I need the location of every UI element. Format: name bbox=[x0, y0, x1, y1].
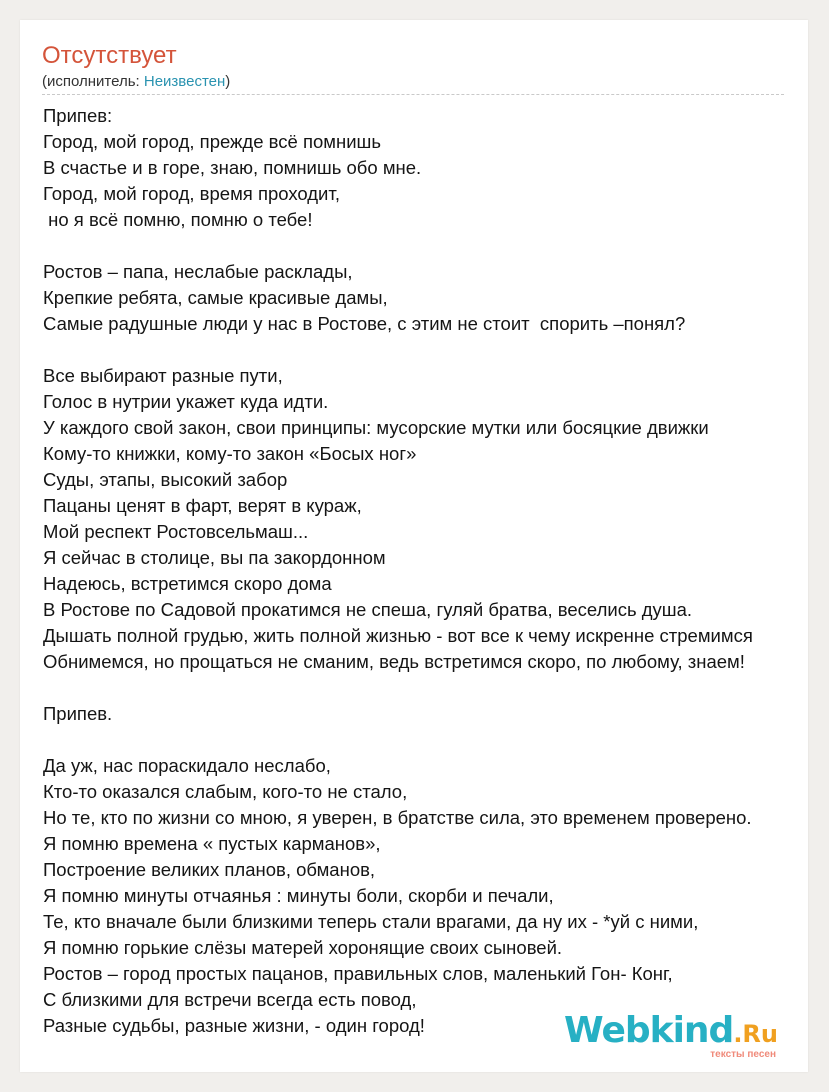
lyric-line: Самые радушные люди у нас в Ростове, с этим не стоит спорить –понял? bbox=[43, 313, 686, 334]
lyrics-text bbox=[43, 103, 808, 1039]
lyric-line bbox=[43, 727, 808, 753]
lyric-line bbox=[43, 675, 808, 701]
lyric-line: Надеюсь, встретимся скоро дома bbox=[43, 573, 332, 594]
lyric-line: С близкими для встречи всегда есть повод, bbox=[43, 989, 417, 1010]
lyric-line: Обнимемся, но прощаться не сманим, ведь встретимся скоро, по любому, знаем! bbox=[43, 651, 745, 672]
lyric-line: Да уж, нас пораскидало неслабо, bbox=[43, 755, 331, 776]
site-watermark bbox=[564, 1010, 778, 1060]
lyric-line: У каждого свой закон, свои принципы: мусорские мутки или босяцкие движки bbox=[43, 417, 709, 438]
lyric-line: Припев. bbox=[43, 703, 113, 724]
lyric-line: Я помню времена « пустых карманов», bbox=[43, 833, 381, 854]
lyric-line: Мой респект Ростовсельмаш... bbox=[43, 521, 309, 542]
lyric-line: Кому-то книжки, кому-то закон «Босых ног» bbox=[43, 443, 417, 464]
lyric-line: Построение великих планов, обманов, bbox=[43, 859, 376, 880]
lyric-line: Я помню горькие слёзы матерей хоронящие своих сыновей. bbox=[43, 937, 563, 958]
lyric-line: Но те, кто по жизни со мною, я уверен, в братстве сила, это временем проверено. bbox=[43, 807, 752, 828]
artist-suffix: ) bbox=[225, 73, 231, 90]
lyric-line: но я всё помню, помню о тебе! bbox=[43, 209, 313, 230]
lyric-line: Дышать полной грудью, жить полной жизнью - вот все к чему искренне стремимся bbox=[43, 625, 753, 646]
lyric-line: Ростов – папа, неслабые расклады, bbox=[43, 261, 353, 282]
artist-prefix: (исполнитель: bbox=[42, 73, 144, 90]
artist-link[interactable]: Неизвестен bbox=[143, 73, 226, 90]
lyric-line: Крепкие ребята, самые красивые дамы, bbox=[43, 287, 388, 308]
lyric-line: В Ростове по Садовой прокатимся не спеша, гуляй братва, веселись душа. bbox=[43, 599, 693, 620]
watermark-tld: .Ru bbox=[733, 1020, 778, 1048]
lyric-line: Город, мой город, прежде всё помнишь bbox=[43, 131, 382, 152]
lyric-line: Я помню минуты отчаянья : минуты боли, скорби и печали, bbox=[43, 885, 554, 906]
lyric-line: Я сейчас в столице, вы па закордонном bbox=[43, 547, 386, 568]
lyric-line bbox=[43, 337, 808, 363]
artist-line bbox=[42, 72, 230, 92]
lyric-line: Голос в нутрии укажет куда идти. bbox=[43, 391, 329, 412]
lyric-line: Ростов – город простых пацанов, правильных слов, маленький Гон- Конг, bbox=[43, 963, 673, 984]
watermark-logo bbox=[564, 1010, 778, 1052]
lyric-line: Город, мой город, время проходит, bbox=[43, 183, 340, 204]
lyric-line: Кто-то оказался слабым, кого-то не стало, bbox=[43, 781, 408, 802]
lyric-line: Припев: bbox=[43, 105, 113, 126]
lyric-line: Суды, этапы, высокий забор bbox=[43, 469, 288, 490]
lyric-line: Разные судьбы, разные жизни, - один город! bbox=[43, 1015, 425, 1036]
lyric-line: В счастье и в горе, знаю, помнишь обо мне. bbox=[43, 157, 422, 178]
lyric-line: Все выбирают разные пути, bbox=[43, 365, 283, 386]
lyrics-card bbox=[20, 20, 808, 1072]
watermark-brand: Webkind bbox=[564, 1010, 734, 1051]
watermark-tagline: тексты песен bbox=[710, 1049, 776, 1060]
header-divider bbox=[42, 94, 784, 95]
lyric-line: Те, кто вначале были близкими теперь стали врагами, да ну их - *уй с ними, bbox=[43, 911, 699, 932]
song-title: Отсутствует bbox=[42, 42, 177, 69]
lyric-line bbox=[43, 233, 808, 259]
lyric-line: Пацаны ценят в фарт, верят в кураж, bbox=[43, 495, 362, 516]
